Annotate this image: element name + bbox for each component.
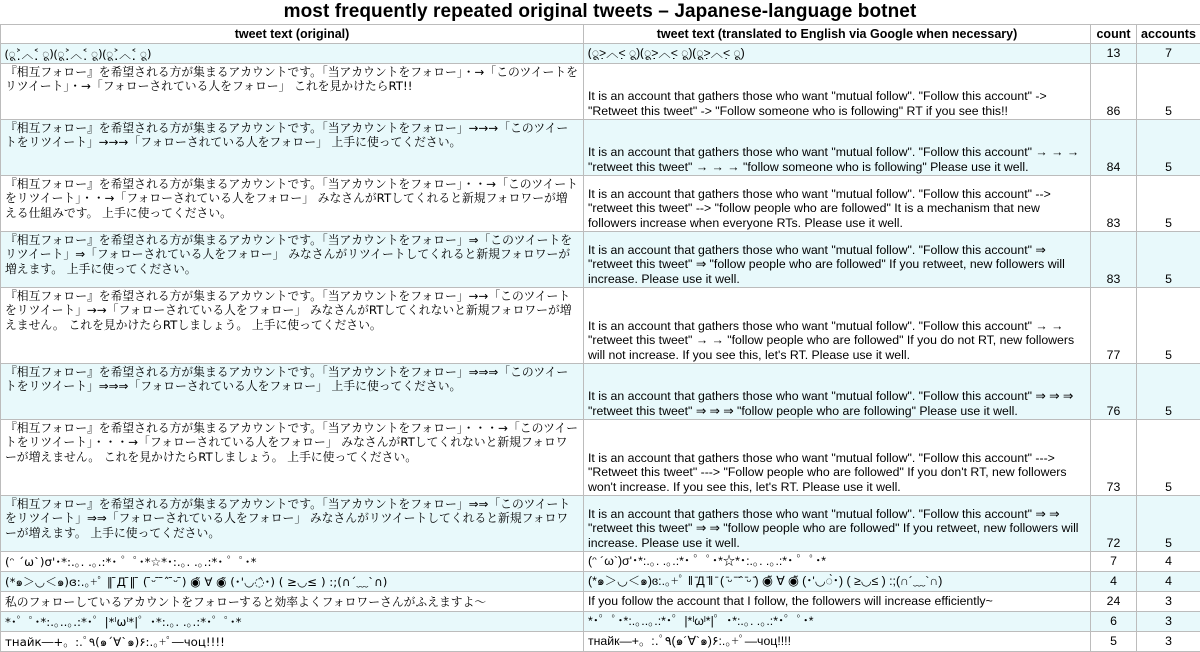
translated-text: It is an account that gathers those who want "mutual follow". "Follow this account" ---> "Retweet this tweet" ---> "Follow people who are followed" If you don't RT, new followers won't increase. If you see this, let's RT. Please use it well. [584,420,1091,496]
translated-text: It is an account that gathers those who want "mutual follow". "Follow this account" ⇒ ⇒ ⇒ "retweet this tweet" ⇒ ⇒ ⇒ "follow people who are following" Please use it well. [584,364,1091,420]
original-text: 『相互フォロー』を希望される方が集まるアカウントです。「当アカウントをフォロー」・・→「このツイートをリツイート」・・→「フォローされている人をフォロー」 みなさんがRTしてくれると新規フォロワーが増える仕組みです。 上手に使ってください。 [1,176,584,232]
table-row [1,496,1200,552]
count-value: 86 [1091,64,1137,120]
accounts-value: 4 [1137,572,1200,592]
count-value: 83 [1091,232,1137,288]
count-value: 5 [1091,632,1137,652]
col-header-count: count [1091,25,1137,44]
header-row [1,25,1200,44]
accounts-value: 5 [1137,176,1200,232]
accounts-value: 7 [1137,44,1200,64]
translated-text: It is an account that gathers those who want "mutual follow". "Follow this account" --> "retweet this tweet" --> "follow people who are followed" It is a mechanism that new followers increase when everyone RTs. Please use it well. [584,176,1091,232]
count-value: 4 [1091,572,1137,592]
table-row [1,572,1200,592]
accounts-value: 5 [1137,64,1200,120]
translated-text: тнайк―+。:.ﾟ٩(๑´∀`๑)۶:.｡+ﾟ―чоц!!!! [584,632,1091,652]
accounts-value: 3 [1137,612,1200,632]
accounts-value: 5 [1137,288,1200,364]
accounts-value: 5 [1137,232,1200,288]
count-value: 13 [1091,44,1137,64]
count-value: 24 [1091,592,1137,612]
count-value: 83 [1091,176,1137,232]
translated-text: (ू˃̣̣̣̣̣̣︿˂̣̣̣̣̣̣ ू)(ू˃̣̣̣̣̣̣︿˂̣̣̣̣̣̣ ू)(ू˃̣̣̣̣̣̣︿˂̣̣̣̣̣̣ ू) [584,44,1091,64]
count-value: 77 [1091,288,1137,364]
table-row [1,288,1200,364]
translated-text: It is an account that gathers those who want "mutual follow". "Follow this account" → → "retweet this tweet" → → "follow people who are followed" If you do not RT, new followers will not increase. If you see this, let's RT. Please use it well. [584,288,1091,364]
original-text: (*๑＞◡＜๑)ɞ:.｡+ﾟ ‖ ̄Д ̄‖ ̄ ( ̄ᵕ ̄ ̄ˆ ̄ᵕ ̄) ◉̃ ∀ ◉̃ (･'◡◌̀･) ( ≥◡≤ ) :;(∩´﹏`∩) [1,572,584,592]
table-row [1,232,1200,288]
table-row [1,552,1200,572]
original-text: 私のフォローしているアカウントをフォローすると効率よくフォロワーさんがふえますよ～ [1,592,584,612]
col-header-accounts: accounts [1137,25,1200,44]
translated-text: It is an account that gathers those who want "mutual follow". "Follow this account" -> "Retweet this tweet" -> "Follow someone who is following" RT if you see this!! [584,64,1091,120]
table-row [1,120,1200,176]
table-row [1,420,1200,496]
original-text: *･゜ﾟ･*:.｡..｡.:*･゜|*ˡωˡ*|゜･*:.｡. .｡.:*･゜ﾟ･* [1,612,584,632]
accounts-value: 5 [1137,364,1200,420]
original-text: 『相互フォロー』を希望される方が集まるアカウントです。「当アカウントをフォロー」⇒「このツイートをリツイート」⇒「フォローされている人をフォロー」 みなさんがリツイートしてくれると新規フォロワーが増えます。 上手に使ってください。 [1,232,584,288]
table-row [1,592,1200,612]
original-text: 『相互フォロー』を希望される方が集まるアカウントです。「当アカウントをフォロー」・・・→「このツイートをリツイート」・・・→「フォローされている人をフォロー」 みなさんがRTしてくれないと新規フォロワーが増えません。 これを見かけたらRTしましょう。 上手に使ってください。 [1,420,584,496]
table-row [1,364,1200,420]
original-text: (ᵔ ´ω`)σ'･*:.｡. .｡.:*･ ゜ﾟ･*☆*･:.｡. .｡.:*･ ゜ﾟ･* [1,552,584,572]
count-value: 73 [1091,420,1137,496]
accounts-value: 5 [1137,120,1200,176]
count-value: 76 [1091,364,1137,420]
count-value: 6 [1091,612,1137,632]
accounts-value: 5 [1137,420,1200,496]
accounts-value: 3 [1137,632,1200,652]
original-text: тнайк―+。:.ﾟ٩(๑´∀`๑)۶:.｡+ﾟ―чоц!!!! [1,632,584,652]
table-row [1,64,1200,120]
original-text: 『相互フォロー』を希望される方が集まるアカウントです。「当アカウントをフォロー」→→「このツイートをリツイート」→→「フォローされている人をフォロー」 みなさんがRTしてくれないと新規フォロワーが増えません。 これを見かけたらRTしましょう。 上手に使ってください。 [1,288,584,364]
count-value: 84 [1091,120,1137,176]
original-text: (ू˃̣̣̣̣̣̣︿˂̣̣̣̣̣̣ ू)(ू˃̣̣̣̣̣̣︿˂̣̣̣̣̣̣ ू)(ू˃̣̣̣̣̣̣︿˂̣̣̣̣̣̣ ू) [1,44,584,64]
table-row [1,176,1200,232]
table-row [1,612,1200,632]
original-text: 『相互フォロー』を希望される方が集まるアカウントです。「当アカウントをフォロー」⇒⇒「このツイートをリツイート」⇒⇒「フォローされている人をフォロー」 みなさんがリツイートしてくれると新規フォロワーが増えます。 上手に使ってください。 [1,496,584,552]
tweets-table [0,24,1200,652]
translated-text: *･゜ﾟ･*:.｡..｡.:*･゜|*ˡωˡ*|゜･*:.｡. .｡.:*･゜ﾟ･* [584,612,1091,632]
translated-text: It is an account that gathers those who want "mutual follow". "Follow this account" ⇒ "retweet this tweet" ⇒ "follow people who are followed" If you retweet, new followers will increase. Please use it well. [584,232,1091,288]
translated-text: (*๑＞◡＜๑)ɞ:.｡+ﾟ ‖ ̄Д ̄‖ ̄ ( ̄ᵕ ̄ ̄ˆ ̄ᵕ ̄) ◉̃ ∀ ◉̃ (･'◡◌̀･) ( ≥◡≤ ) :;(∩´﹏`∩) [584,572,1091,592]
translated-text: (ᵔ ´ω`)σ'･*:.｡. .｡.:*･ ゜ﾟ･*☆*･:.｡. .｡.:*･ ゜ﾟ･* [584,552,1091,572]
original-text: 『相互フォロー』を希望される方が集まるアカウントです。「当アカウントをフォロー」⇒⇒⇒「このツイートをリツイート」⇒⇒⇒「フォローされている人をフォロー」 上手に使ってください。 [1,364,584,420]
original-text: 『相互フォロー』を希望される方が集まるアカウントです。「当アカウントをフォロー」→→→「このツイートをリツイート」→→→「フォローされている人をフォロー」 上手に使ってください。 [1,120,584,176]
count-value: 7 [1091,552,1137,572]
count-value: 72 [1091,496,1137,552]
table-row [1,44,1200,64]
col-header-translated: tweet text (translated to English via Google when necessary) [584,25,1091,44]
col-header-original: tweet text (original) [1,25,584,44]
translated-text: It is an account that gathers those who want "mutual follow". "Follow this account" ⇒ ⇒ "retweet this tweet" ⇒ ⇒ "follow people who are followed" If you retweet, new followers will increase. Please use it well. [584,496,1091,552]
table-title: most frequently repeated original tweets – Japanese-language botnet [0,0,1200,24]
original-text: 『相互フォロー』を希望される方が集まるアカウントです。「当アカウントをフォロー」・→「このツイートをリツイート」・→「フォローされている人をフォロー」 これを見かけたらRT!! [1,64,584,120]
translated-text: If you follow the account that I follow, the followers will increase efficiently~ [584,592,1091,612]
accounts-value: 5 [1137,496,1200,552]
translated-text: It is an account that gathers those who want "mutual follow". "Follow this account" → → → "retweet this tweet" → → → "follow someone who is following" Please use it well. [584,120,1091,176]
accounts-value: 3 [1137,592,1200,612]
accounts-value: 4 [1137,552,1200,572]
